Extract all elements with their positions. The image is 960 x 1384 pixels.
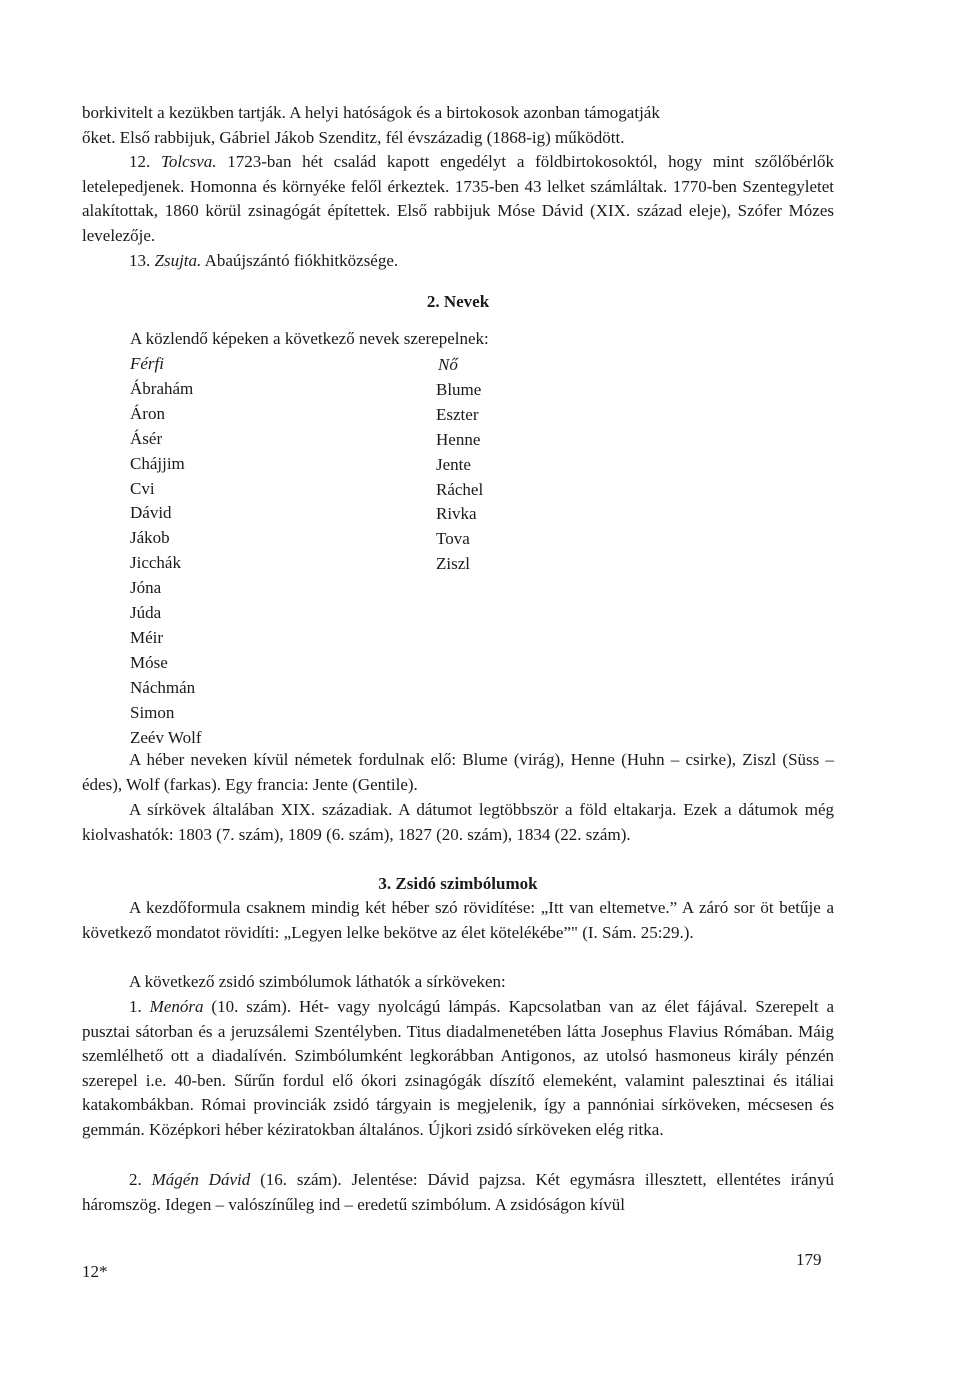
name-item: Eszter xyxy=(436,404,479,424)
name-item: Dávid xyxy=(130,503,172,523)
entry-text: (10. szám). Hét- vagy nyolcágú lámpás. Kapcsolatban van az élet fájával. Szerepelt a pusztai sátorban és a jeruzsálemi Szentélyben. Titus diadalmenetében látta Josephus Flavius Rómában. Máig szemlélhető ott a diadalívén. Szimbólumként legkorábban Antigonos, az utolsó hasmoneus király pénzén szerepel i.e. 40-ben. Sűrűn fordul elő ókori zsinagógák díszítő elemeként, valamint palesztinai és itáliai katakombákban. Római provinciák zsidó tárgyain is megjelenik, így a pannóniai sírköveken, mécsesen és gemmán. Középkori héber kéziratokban általános. Újkori zsidó sírköveken elég ritka. xyxy=(82,997,835,1139)
male-column-header: Férfi xyxy=(130,354,164,373)
name-item: Zeév Wolf xyxy=(130,727,202,747)
text-line: őket. Első rabbijuk, Gábriel Jákob Szenditz, fél évszázadig (1868-ig) működött. xyxy=(82,127,625,147)
name-item: Júda xyxy=(130,603,162,623)
text-line: borkivitelt a kezükben tartják. A helyi hatóságok és a birtokosok azonban támogatják xyxy=(82,103,660,122)
entry-text: 1723-ban hét család kapott engedélyt a földbirtokosoktól, hogy mint szőlőbérlők letelepedjenek. Homonna és környéke felől érkeztek. 1735-ben 43 lelket számláltak. 1770-ben Szentegyletet alakítottak, 1860 körül zsinagógát építettek. Első rabbijuk Móse Dávid (XIX. század eleje), Szófer Mózes levelezője. xyxy=(82,152,835,245)
male-names-column xyxy=(130,352,202,751)
section-heading-symbols: 3. Zsidó szimbólumok xyxy=(378,874,538,893)
female-column-header: Nő xyxy=(438,355,458,374)
entry-number: 2. xyxy=(129,1170,142,1189)
name-item: Ráchel xyxy=(436,479,484,499)
top-continuation xyxy=(82,101,834,150)
entry-number: 1. xyxy=(129,997,142,1016)
name-item: Rivka xyxy=(436,504,477,524)
page-number: 179 xyxy=(796,1250,822,1269)
name-item: Áron xyxy=(130,403,165,423)
zsujta-entry xyxy=(82,249,834,274)
symbol-name: Menóra xyxy=(149,997,204,1016)
name-item: Jóna xyxy=(130,578,162,598)
name-item: Méir xyxy=(130,627,164,647)
name-item: Chájjim xyxy=(130,453,185,473)
name-item: Henne xyxy=(436,429,481,449)
name-item: Simon xyxy=(130,702,175,722)
printer-signature: 12* xyxy=(82,1262,108,1281)
entry-text: Abaújszántó fiókhitközsége. xyxy=(204,251,399,270)
name-item: Jicchák xyxy=(130,553,181,573)
entry-number: 13. xyxy=(129,251,151,270)
section-heading-names: 2. Nevek xyxy=(426,292,490,311)
paragraph-formula: A kezdőformula csaknem mindig két héber szó rövidítése: „Itt van eltemetve.” A záró sor öt betűje a következő mondatot rövidíti: „Legyen lelke bekötve az élet kötelékébe”" (I. Sám. 25:29.). xyxy=(82,898,834,942)
name-item: Ábrahám xyxy=(130,378,194,398)
paragraph-symbols-intro: A következő zsidó szimbólumok láthatók a sírköveken: xyxy=(129,972,506,991)
name-item: Ziszl xyxy=(436,554,470,574)
name-item: Náchmán xyxy=(130,677,196,697)
name-item: Cvi xyxy=(130,478,155,498)
place-name: Tolcsva. xyxy=(160,152,217,171)
entry-text: (16. szám). Jelentése: Dávid pajzsa. Két egymásra illesztett, ellentétes irányú háromszög. Idegen – valószínűleg ind – eredetű szimbólum. A zsidóságon kívül xyxy=(82,1170,835,1214)
entry-number: 12. xyxy=(129,152,151,171)
name-item: Blume xyxy=(436,379,482,399)
menora-entry xyxy=(82,995,834,1143)
paragraph-dates: A sírkövek általában XIX. századiak. A dátumot legtöbbször a föld eltakarja. Ezek a dátumok még kiolvashatók: 1803 (7. szám), 1809 (6. szám), 1827 (20. szám), 1834 (22. szám). xyxy=(82,800,834,844)
place-name: Zsujta. xyxy=(154,251,202,270)
symbol-name: Mágén Dávid xyxy=(151,1170,251,1189)
names-intro: A közlendő képeken a következő nevek szerepelnek: xyxy=(130,329,489,348)
name-item: Ásér xyxy=(130,428,163,448)
paragraph-name-origins: A héber neveken kívül németek fordulnak elő: Blume (virág), Henne (Huhn – csirke), Ziszl (Süss – édes), Wolf (farkas). Egy francia: Jente (Gentile). xyxy=(82,750,834,794)
name-item: Jente xyxy=(436,454,471,474)
name-item: Jákob xyxy=(130,528,170,548)
female-names-column xyxy=(436,353,483,577)
magen-david-entry xyxy=(82,1168,834,1217)
name-item: Móse xyxy=(130,652,168,672)
tolcsva-entry xyxy=(82,150,834,248)
name-item: Tova xyxy=(436,529,470,549)
